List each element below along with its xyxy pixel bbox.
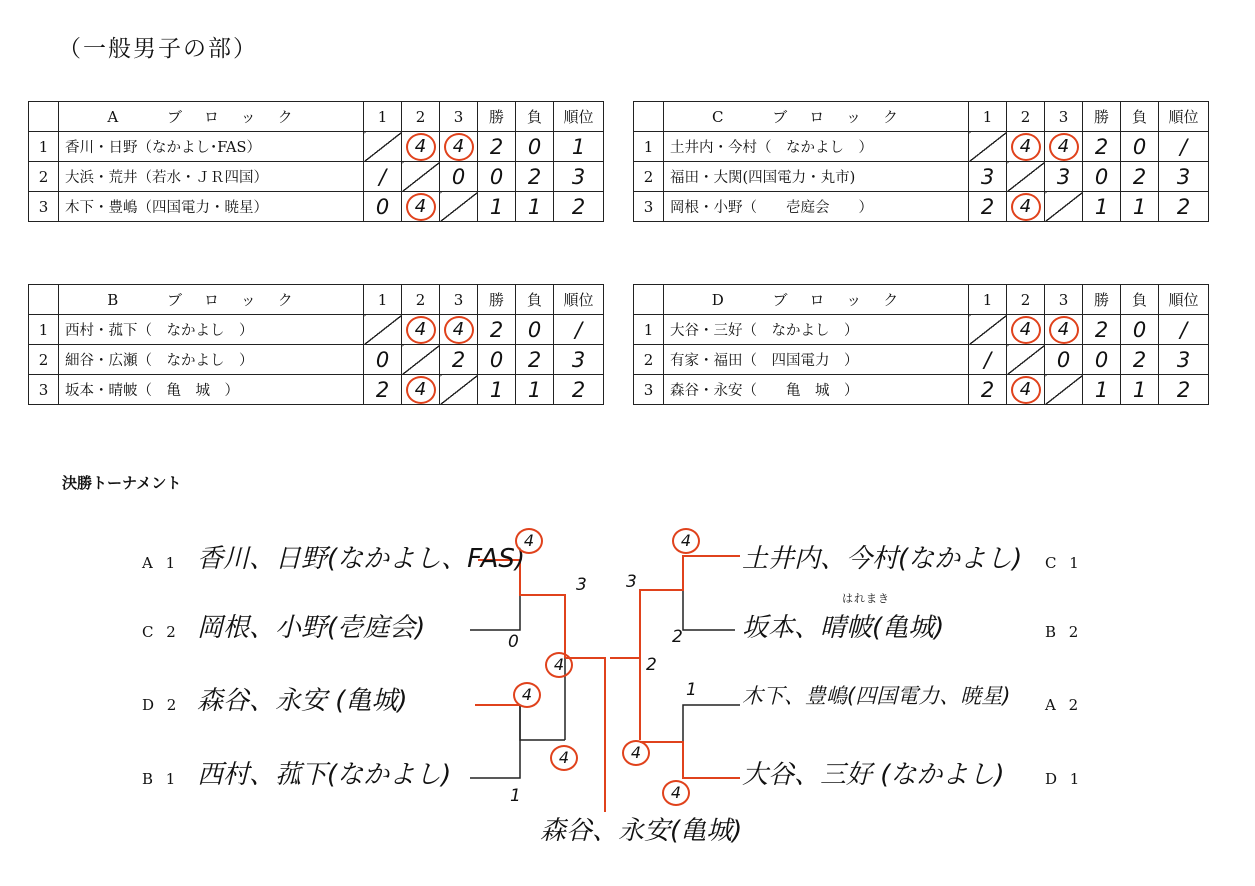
- score-value: 3: [980, 164, 995, 189]
- header-loss: 負: [1121, 285, 1159, 315]
- header-c2: 2: [1007, 102, 1045, 132]
- row-number: 3: [29, 192, 59, 222]
- score-value: /: [378, 164, 387, 189]
- team-name: 有家・福田（ 四国電力 ）: [664, 345, 969, 375]
- circled-score: 4: [406, 133, 436, 161]
- header-c1: 1: [969, 102, 1007, 132]
- win-value: 1: [1094, 194, 1109, 219]
- header-loss: 負: [516, 285, 554, 315]
- score-value: 2: [451, 347, 466, 372]
- circled-score: 4: [444, 133, 474, 161]
- loss-value: 2: [527, 164, 542, 189]
- seed-label: A 2: [1045, 696, 1083, 714]
- score-l2: 0: [508, 632, 519, 652]
- score-value: 0: [1056, 347, 1071, 372]
- team-name: 大谷・三好（ なかよし ）: [664, 315, 969, 345]
- team-name: 香川・日野（なかよし･FAS）: [59, 132, 364, 162]
- block-name: B ブロック: [59, 285, 364, 315]
- row-number: 1: [634, 132, 664, 162]
- row-number: 1: [634, 315, 664, 345]
- rank-value: /: [1179, 317, 1188, 342]
- loss-value: 1: [1132, 194, 1147, 219]
- win-value: 0: [489, 347, 504, 372]
- team-name: 福田・大関(四国電力・丸市): [664, 162, 969, 192]
- score-rsf2: 4: [622, 740, 650, 766]
- circled-score: 4: [406, 316, 436, 344]
- circled-score: 4: [444, 316, 474, 344]
- win-value: 2: [489, 317, 504, 342]
- rank-value: 2: [571, 377, 586, 402]
- header-c2: 2: [1007, 285, 1045, 315]
- row-number: 3: [29, 375, 59, 405]
- seed-label: B 2: [1045, 623, 1083, 641]
- row-number: 2: [634, 345, 664, 375]
- score-rsf1: 3: [626, 572, 637, 592]
- rank-value: /: [1179, 134, 1188, 159]
- loss-value: 0: [1132, 134, 1147, 159]
- win-value: 2: [1094, 317, 1109, 342]
- header-loss: 負: [1121, 102, 1159, 132]
- circled-score: 4: [1011, 376, 1041, 404]
- score-r2: 2: [672, 627, 683, 647]
- rank-value: 2: [1176, 194, 1191, 219]
- circled-score: 4: [1011, 316, 1041, 344]
- score-value: 0: [451, 164, 466, 189]
- row-number: 3: [634, 192, 664, 222]
- score-l3: 4: [513, 682, 541, 708]
- ruby-annotation: はれまき: [842, 592, 890, 605]
- score-value: 3: [1056, 164, 1071, 189]
- team-name: 坂本・晴帔（ 亀 城 ）: [59, 375, 364, 405]
- score-value: 0: [375, 347, 390, 372]
- pair-name: 香川、日野(なかよし、FAS): [197, 544, 526, 574]
- rank-value: 3: [1176, 164, 1191, 189]
- circled-score: 4: [406, 193, 436, 221]
- team-name: 西村・菰下（ なかよし ）: [59, 315, 364, 345]
- header-c2: 2: [402, 102, 440, 132]
- circled-score: 4: [406, 376, 436, 404]
- pair-name: 大谷、三好 (なかよし): [742, 760, 1005, 790]
- rank-value: /: [574, 317, 583, 342]
- circled-score: 4: [1049, 316, 1079, 344]
- pair-name: 木下、豊嶋(四国電力、暁星): [742, 684, 1011, 708]
- rank-value: 2: [1176, 377, 1191, 402]
- win-value: 2: [489, 134, 504, 159]
- block-name: D ブロック: [664, 285, 969, 315]
- loss-value: 0: [527, 317, 542, 342]
- score-value: 0: [375, 194, 390, 219]
- row-number: 3: [634, 375, 664, 405]
- seed-label: B 1: [142, 770, 180, 788]
- team-name: 細谷・広瀬（ なかよし ）: [59, 345, 364, 375]
- win-value: 1: [489, 377, 504, 402]
- team-name: 土井内・今村（ なかよし ）: [664, 132, 969, 162]
- score-lsf1: 3: [576, 575, 587, 595]
- header-c1: 1: [364, 285, 402, 315]
- circled-score: 4: [1049, 133, 1079, 161]
- score-value: /: [983, 347, 992, 372]
- rank-value: 2: [571, 194, 586, 219]
- header-win: 勝: [478, 285, 516, 315]
- win-value: 0: [489, 164, 504, 189]
- seed-label: A 1: [142, 554, 180, 572]
- team-name: 岡根・小野（ 壱庭会 ）: [664, 192, 969, 222]
- team-name: 大浜・荒井（若水・ＪＲ四国）: [59, 162, 364, 192]
- pair-name: 坂本、晴帔(亀城): [742, 613, 945, 643]
- loss-value: 0: [1132, 317, 1147, 342]
- win-value: 1: [489, 194, 504, 219]
- header-rank: 順位: [1159, 285, 1209, 315]
- header-win: 勝: [1083, 102, 1121, 132]
- circled-score: 4: [1011, 193, 1041, 221]
- header-win: 勝: [478, 102, 516, 132]
- team-name: 木下・豊嶋（四国電力・暁星）: [59, 192, 364, 222]
- score-final-right: 2: [646, 655, 657, 675]
- rank-value: 3: [571, 347, 586, 372]
- pair-name: 岡根、小野(壱庭会): [197, 613, 426, 643]
- win-value: 1: [1094, 377, 1109, 402]
- win-value: 2: [1094, 134, 1109, 159]
- header-c3: 3: [440, 102, 478, 132]
- score-r3: 1: [686, 680, 697, 700]
- score-r4: 4: [662, 780, 690, 806]
- block-name: A ブロック: [59, 102, 364, 132]
- loss-value: 1: [527, 377, 542, 402]
- loss-value: 0: [527, 134, 542, 159]
- loss-value: 1: [1132, 377, 1147, 402]
- row-number: 1: [29, 132, 59, 162]
- score-value: 2: [980, 377, 995, 402]
- row-number: 1: [29, 315, 59, 345]
- score-lsf2: 4: [550, 745, 578, 771]
- header-c3: 3: [1045, 102, 1083, 132]
- score-r1: 4: [672, 528, 700, 554]
- pair-name: 森谷、永安 (亀城): [197, 686, 408, 716]
- row-number: 2: [29, 345, 59, 375]
- header-rank: 順位: [554, 102, 604, 132]
- header-c2: 2: [402, 285, 440, 315]
- page-title: （一般男子の部）: [58, 36, 258, 62]
- seed-label: C 2: [142, 623, 180, 641]
- header-c1: 1: [969, 285, 1007, 315]
- rank-value: 3: [1176, 347, 1191, 372]
- circled-score: 4: [1011, 133, 1041, 161]
- pair-name: 土井内、今村(なかよし): [742, 544, 1023, 574]
- win-value: 0: [1094, 164, 1109, 189]
- header-c3: 3: [440, 285, 478, 315]
- win-value: 0: [1094, 347, 1109, 372]
- champion-name: 森谷、永安(亀城): [540, 816, 743, 846]
- seed-label: D 1: [1045, 770, 1084, 788]
- loss-value: 2: [527, 347, 542, 372]
- loss-value: 1: [527, 194, 542, 219]
- row-number: 2: [29, 162, 59, 192]
- score-value: 2: [980, 194, 995, 219]
- team-name: 森谷・永安（ 亀 城 ）: [664, 375, 969, 405]
- tournament-heading: 決勝トーナメント: [62, 474, 182, 492]
- rank-value: 3: [571, 164, 586, 189]
- loss-value: 2: [1132, 164, 1147, 189]
- score-l4: 1: [510, 786, 521, 806]
- pair-name: 西村、菰下(なかよし): [197, 760, 452, 790]
- block-name: C ブロック: [664, 102, 969, 132]
- seed-label: C 1: [1045, 554, 1083, 572]
- header-rank: 順位: [554, 285, 604, 315]
- score-value: 2: [375, 377, 390, 402]
- header-rank: 順位: [1159, 102, 1209, 132]
- row-number: 2: [634, 162, 664, 192]
- rank-value: 1: [571, 134, 586, 159]
- header-c1: 1: [364, 102, 402, 132]
- header-win: 勝: [1083, 285, 1121, 315]
- header-c3: 3: [1045, 285, 1083, 315]
- loss-value: 2: [1132, 347, 1147, 372]
- score-final-left: 4: [545, 652, 573, 678]
- seed-label: D 2: [142, 696, 181, 714]
- score-l1: 4: [515, 528, 543, 554]
- header-loss: 負: [516, 102, 554, 132]
